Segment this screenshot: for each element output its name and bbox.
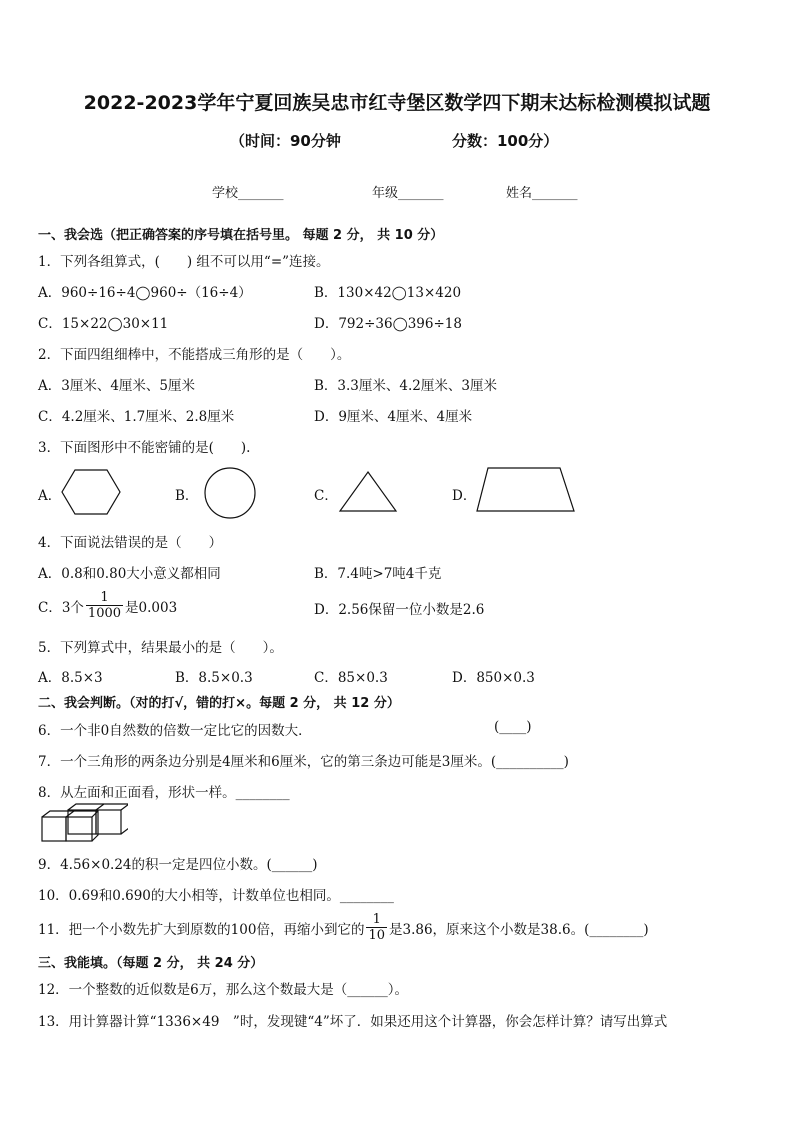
q4-stem: 4．下面说法错误的是（ ） xyxy=(38,535,223,551)
q6-stem: 6．一个非0自然数的倍数一定比它的因数大． xyxy=(38,723,312,739)
q4-option-a: A．0.8和0.80大小意义都相同 xyxy=(38,566,221,582)
exam-time: （时间：90分钟 xyxy=(230,132,341,150)
q4-option-d: D．2.56保留一位小数是2.6 xyxy=(314,602,485,618)
section-2-heading: 二、我会判断。（对的打√，错的打×。每题 2 分， 共 12 分） xyxy=(38,696,400,711)
section-1-heading: 一、我会选（把正确答案的序号填在括号里。 每题 2 分， 共 10 分） xyxy=(38,228,444,243)
q13-stem: 13．用计算器计算“1336×49 ”时，发现键“4”坏了．如果还用这个计算器，你会怎样计算？请写出算式 xyxy=(38,1014,668,1030)
fraction-1-10 xyxy=(366,912,387,943)
fraction-denominator: 10 xyxy=(368,928,385,943)
q2-option-b: B．3.3厘米、4.2厘米、3厘米 xyxy=(314,378,497,394)
name-field: 姓名_______ xyxy=(506,186,578,201)
triangle-shape xyxy=(338,470,398,514)
q2-option-d: D．9厘米、4厘米、4厘米 xyxy=(314,409,473,425)
q2-option-c: C．4.2厘米、1.7厘米、2.8厘米 xyxy=(38,409,235,425)
q3-option-d: D． xyxy=(452,488,477,504)
q4-option-c xyxy=(38,590,177,621)
trapezoid-shape xyxy=(474,464,578,514)
q3-stem: 3．下面图形中不能密铺的是( ). xyxy=(38,440,251,456)
q8-stem: 8．从左面和正面看，形状一样。________ xyxy=(38,785,290,801)
q4-option-b: B．7.4吨>7吨4千克 xyxy=(314,566,442,582)
q7-stem: 7．一个三角形的两条边分别是4厘米和6厘米，它的第三条边可能是3厘米。(__________) xyxy=(38,754,569,770)
q11-prefix: 11．把一个小数先扩大到原数的100倍，再缩小到它的 xyxy=(38,921,365,938)
fraction-1-1000 xyxy=(86,590,123,621)
q3-option-a: A． xyxy=(38,488,62,504)
q1-option-b: B．130×42◯13×420 xyxy=(314,285,462,301)
fraction-denominator: 1000 xyxy=(87,606,122,621)
q3-option-c: C． xyxy=(314,488,338,504)
q5-stem: 5．下列算式中，结果最小的是（ ）。 xyxy=(38,640,283,656)
q5-option-c: C．85×0.3 xyxy=(314,670,388,686)
q4-option-c-suffix: 是0.003 xyxy=(125,599,178,616)
q5-option-a: A．8.5×3 xyxy=(38,670,103,686)
q12-stem: 12．一个整数的近似数是6万，那么这个数最大是（______）。 xyxy=(38,982,409,998)
circle-shape xyxy=(203,466,257,520)
cubes-figure xyxy=(40,803,128,843)
q4-option-c-prefix: C．3个 xyxy=(38,599,84,616)
exam-score: 分数：100分） xyxy=(452,132,559,150)
q6-answer-blank[interactable]: (____) xyxy=(494,719,532,735)
fraction-numerator: 1 xyxy=(100,590,109,605)
q11-suffix: 是3.86，原来这个小数是38.6。(________) xyxy=(389,921,649,938)
fraction-numerator: 1 xyxy=(372,912,381,927)
q3-option-b: B． xyxy=(175,488,199,504)
q1-option-d: D．792÷36◯396÷18 xyxy=(314,316,462,332)
section-3-heading: 三、我能填。（每题 2 分， 共 24 分） xyxy=(38,956,264,971)
q5-option-d: D．850×0.3 xyxy=(452,670,535,686)
q10-stem: 10．0.69和0.690的大小相等，计数单位也相同。________ xyxy=(38,888,394,904)
school-field: 学校_______ xyxy=(212,186,284,201)
q1-option-a: A．960÷16÷4◯960÷（16÷4） xyxy=(38,285,252,301)
q11-stem xyxy=(38,912,649,943)
grade-field: 年级_______ xyxy=(372,186,444,201)
page-title: 2022-2023学年宁夏回族吴忠市红寺堡区数学四下期末达标检测模拟试题 xyxy=(83,92,711,114)
q1-option-c: C．15×22◯30×11 xyxy=(38,316,169,332)
q2-option-a: A．3厘米、4厘米、5厘米 xyxy=(38,378,196,394)
hexagon-shape xyxy=(60,468,122,516)
q2-stem: 2．下面四组细棒中，不能搭成三角形的是（ ）。 xyxy=(38,347,351,363)
q5-option-b: B．8.5×0.3 xyxy=(175,670,253,686)
q9-stem: 9．4.56×0.24的积一定是四位小数。(______) xyxy=(38,857,318,873)
q1-stem: 1．下列各组算式，( ) 组不可以用“=”连接。 xyxy=(38,254,330,270)
